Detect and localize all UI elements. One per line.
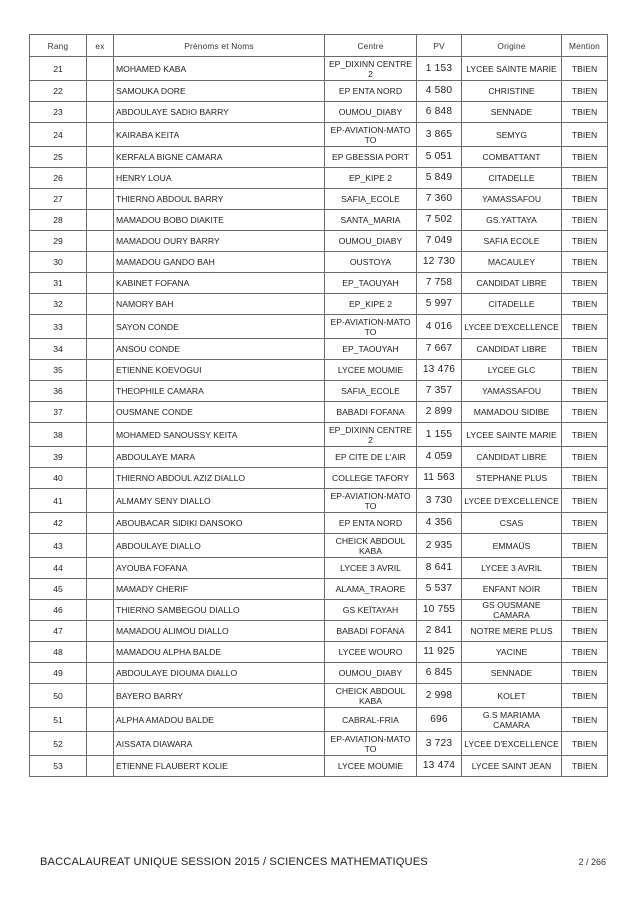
table-row [30,123,608,147]
table-row [30,210,608,231]
cell-mention: TBIEN [562,423,608,447]
cell-pv: 7 360 [417,189,462,210]
cell-mention: TBIEN [562,489,608,513]
table-row [30,102,608,123]
cell-origine: CANDIDAT LIBRE [462,339,562,360]
cell-pv: 7 758 [417,273,462,294]
cell-centre: EP-AVIATION-MATO TO [325,315,417,339]
cell-rang: 33 [30,315,87,339]
cell-ex [87,513,114,534]
cell-pv: 2 899 [417,402,462,423]
cell-origine: COMBATTANT [462,147,562,168]
cell-name: MOHAMED KABA [114,57,325,81]
cell-origine: LYCEE D'EXCELLENCE [462,315,562,339]
cell-rang: 31 [30,273,87,294]
cell-mention: TBIEN [562,81,608,102]
cell-ex [87,252,114,273]
cell-name: MAMADOU BOBO DIAKITE [114,210,325,231]
cell-mention: TBIEN [562,513,608,534]
cell-origine: CANDIDAT LIBRE [462,273,562,294]
cell-rang: 50 [30,684,87,708]
table-row [30,600,608,621]
cell-mention: TBIEN [562,147,608,168]
cell-ex [87,732,114,756]
table-row [30,534,608,558]
cell-mention: TBIEN [562,684,608,708]
table-row [30,489,608,513]
cell-ex [87,123,114,147]
cell-name: KAIRABA KEITA [114,123,325,147]
cell-centre: CHEICK ABDOUL KABA [325,684,417,708]
cell-name: SAMOUKA DORE [114,81,325,102]
cell-mention: TBIEN [562,123,608,147]
cell-mention: TBIEN [562,558,608,579]
cell-pv: 4 059 [417,447,462,468]
cell-rang: 36 [30,381,87,402]
cell-rang: 53 [30,756,87,777]
cell-centre: OUMOU_DIABY [325,102,417,123]
cell-ex [87,294,114,315]
cell-origine: CITADELLE [462,168,562,189]
cell-origine: MAMADOU SIDIBE [462,402,562,423]
cell-centre: SANTA_MARIA [325,210,417,231]
cell-name: KERFALA BIGNE CAMARA [114,147,325,168]
cell-name: ETIENNE FLAUBERT KOLIE [114,756,325,777]
cell-origine: LYCEE SAINTE MARIE [462,57,562,81]
cell-centre: EP_KIPE 2 [325,168,417,189]
cell-centre: EP_DIXINN CENTRE 2 [325,423,417,447]
cell-ex [87,315,114,339]
cell-pv: 7 502 [417,210,462,231]
cell-pv: 6 848 [417,102,462,123]
cell-rang: 32 [30,294,87,315]
cell-name: AYOUBA FOFANA [114,558,325,579]
cell-origine: LYCEE SAINT JEAN [462,756,562,777]
cell-pv: 2 935 [417,534,462,558]
cell-pv: 3 865 [417,123,462,147]
cell-centre: LYCEE MOUMIE [325,756,417,777]
page-number: 2 / 266 [578,857,606,867]
cell-pv: 4 016 [417,315,462,339]
cell-centre: EP-AVIATION-MATO TO [325,732,417,756]
table-row [30,147,608,168]
table-row [30,339,608,360]
cell-rang: 47 [30,621,87,642]
cell-ex [87,642,114,663]
cell-name: AISSATA DIAWARA [114,732,325,756]
cell-pv: 1 153 [417,57,462,81]
cell-mention: TBIEN [562,168,608,189]
cell-centre: EP_DIXINN CENTRE 2 [325,57,417,81]
cell-origine: LYCEE GLC [462,360,562,381]
table-row [30,684,608,708]
cell-origine: LYCEE SAINTE MARIE [462,423,562,447]
table-row [30,231,608,252]
cell-rang: 24 [30,123,87,147]
cell-origine: STEPHANE PLUS [462,468,562,489]
table-row [30,621,608,642]
table-row [30,189,608,210]
cell-origine: NOTRE MERE PLUS [462,621,562,642]
header-pv: PV [417,35,462,57]
cell-mention: TBIEN [562,273,608,294]
cell-centre: ALAMA_TRAORE [325,579,417,600]
cell-mention: TBIEN [562,534,608,558]
table-row [30,273,608,294]
cell-mention: TBIEN [562,468,608,489]
cell-ex [87,423,114,447]
cell-pv: 8 641 [417,558,462,579]
cell-pv: 7 667 [417,339,462,360]
cell-ex [87,402,114,423]
cell-rang: 48 [30,642,87,663]
table-body [30,57,608,777]
cell-rang: 34 [30,339,87,360]
cell-name: THIERNO SAMBEGOU DIALLO [114,600,325,621]
cell-mention: TBIEN [562,642,608,663]
cell-name: ABDOULAYE SADIO BARRY [114,102,325,123]
cell-rang: 41 [30,489,87,513]
cell-centre: EP ENTA NORD [325,81,417,102]
header-name: Prénoms et Noms [114,35,325,57]
cell-pv: 7 357 [417,381,462,402]
cell-origine: GS OUSMANE CAMARA [462,600,562,621]
cell-name: MAMADOU OURY BARRY [114,231,325,252]
cell-ex [87,447,114,468]
header-row [30,35,608,57]
cell-origine: CSAS [462,513,562,534]
cell-ex [87,189,114,210]
cell-mention: TBIEN [562,339,608,360]
cell-name: ABOUBACAR SIDIKI DANSOKO [114,513,325,534]
cell-centre: LYCEE MOUMIE [325,360,417,381]
cell-pv: 5 997 [417,294,462,315]
cell-name: ANSOU CONDE [114,339,325,360]
cell-origine: YAMASSAFOU [462,381,562,402]
cell-rang: 49 [30,663,87,684]
cell-origine: LYCEE D'EXCELLENCE [462,489,562,513]
cell-ex [87,81,114,102]
cell-ex [87,339,114,360]
cell-ex [87,381,114,402]
cell-ex [87,210,114,231]
cell-mention: TBIEN [562,252,608,273]
cell-pv: 10 755 [417,600,462,621]
cell-pv: 2 841 [417,621,462,642]
cell-name: MAMADY CHERIF [114,579,325,600]
cell-centre: GS KEÏTAYAH [325,600,417,621]
cell-origine: SENNADE [462,102,562,123]
cell-ex [87,468,114,489]
cell-pv: 5 849 [417,168,462,189]
table-row [30,513,608,534]
cell-centre: EP-AVIATION-MATO TO [325,123,417,147]
cell-centre: BABADI FOFANA [325,621,417,642]
cell-ex [87,534,114,558]
cell-pv: 11 563 [417,468,462,489]
table-row [30,663,608,684]
cell-rang: 27 [30,189,87,210]
cell-mention: TBIEN [562,294,608,315]
table-row [30,558,608,579]
cell-ex [87,558,114,579]
cell-rang: 25 [30,147,87,168]
table-row [30,168,608,189]
cell-ex [87,600,114,621]
cell-origine: ENFANT NOIR [462,579,562,600]
cell-ex [87,57,114,81]
table-row [30,252,608,273]
cell-mention: TBIEN [562,621,608,642]
cell-pv: 4 580 [417,81,462,102]
cell-pv: 13 474 [417,756,462,777]
table-row [30,402,608,423]
cell-rang: 30 [30,252,87,273]
cell-centre: EP ENTA NORD [325,513,417,534]
cell-name: MAMADOU ALIMOU DIALLO [114,621,325,642]
header-centre: Centre [325,35,417,57]
cell-centre: EP_KIPE 2 [325,294,417,315]
cell-mention: TBIEN [562,447,608,468]
cell-centre: EP_TAOUYAH [325,273,417,294]
cell-centre: EP_TAOUYAH [325,339,417,360]
cell-mention: TBIEN [562,756,608,777]
table-row [30,732,608,756]
cell-origine: CHRISTINE [462,81,562,102]
cell-mention: TBIEN [562,189,608,210]
cell-pv: 3 730 [417,489,462,513]
cell-ex [87,663,114,684]
table-row [30,360,608,381]
cell-name: ABDOULAYE DIOUMA DIALLO [114,663,325,684]
cell-name: THIERNO ABDOUL AZIZ DIALLO [114,468,325,489]
cell-centre: CABRAL-FRIA [325,708,417,732]
cell-centre: EP-AVIATION-MATO TO [325,489,417,513]
cell-rang: 29 [30,231,87,252]
cell-rang: 43 [30,534,87,558]
cell-origine: SEMYG [462,123,562,147]
table-row [30,423,608,447]
header-origine: Origine [462,35,562,57]
cell-centre: EP GBESSIA PORT [325,147,417,168]
cell-rang: 46 [30,600,87,621]
cell-origine: YAMASSAFOU [462,189,562,210]
cell-mention: TBIEN [562,381,608,402]
cell-pv: 13 476 [417,360,462,381]
cell-mention: TBIEN [562,102,608,123]
cell-rang: 28 [30,210,87,231]
cell-ex [87,273,114,294]
cell-origine: LYCEE D'EXCELLENCE [462,732,562,756]
cell-ex [87,231,114,252]
header-rang: Rang [30,35,87,57]
cell-mention: TBIEN [562,315,608,339]
cell-rang: 45 [30,579,87,600]
cell-centre: SAFIA_ECOLE [325,381,417,402]
cell-pv: 3 723 [417,732,462,756]
table-row [30,756,608,777]
cell-rang: 51 [30,708,87,732]
cell-pv: 696 [417,708,462,732]
cell-ex [87,621,114,642]
cell-rang: 26 [30,168,87,189]
cell-name: MOHAMED SANOUSSY KEITA [114,423,325,447]
cell-ex [87,147,114,168]
cell-ex [87,579,114,600]
cell-origine: CANDIDAT LIBRE [462,447,562,468]
cell-name: ETIENNE KOEVOGUI [114,360,325,381]
cell-rang: 40 [30,468,87,489]
cell-mention: TBIEN [562,708,608,732]
cell-centre: OUMOU_DIABY [325,663,417,684]
cell-rang: 52 [30,732,87,756]
cell-centre: OUMOU_DIABY [325,231,417,252]
cell-name: NAMORY BAH [114,294,325,315]
cell-centre: LYCEE WOURO [325,642,417,663]
cell-mention: TBIEN [562,402,608,423]
cell-pv: 12 730 [417,252,462,273]
header-ex: ex [87,35,114,57]
cell-ex [87,756,114,777]
cell-centre: EP CITE DE L'AIR [325,447,417,468]
header-mention: Mention [562,35,608,57]
cell-ex [87,684,114,708]
cell-centre: CHEICK ABDOUL KABA [325,534,417,558]
cell-rang: 39 [30,447,87,468]
cell-name: ABDOULAYE MARA [114,447,325,468]
footer-title: BACCALAUREAT UNIQUE SESSION 2015 / SCIENCES MATHEMATIQUES [40,856,428,868]
cell-pv: 1 155 [417,423,462,447]
cell-centre: COLLEGE TAFORY [325,468,417,489]
cell-mention: TBIEN [562,231,608,252]
cell-centre: OUSTOYA [325,252,417,273]
cell-centre: SAFIA_ECOLE [325,189,417,210]
cell-pv: 11 925 [417,642,462,663]
cell-origine: MACAULEY [462,252,562,273]
cell-ex [87,708,114,732]
cell-rang: 44 [30,558,87,579]
table-row [30,468,608,489]
cell-name: MAMADOU GANDO BAH [114,252,325,273]
table-row [30,57,608,81]
cell-mention: TBIEN [562,210,608,231]
cell-mention: TBIEN [562,579,608,600]
cell-ex [87,168,114,189]
cell-ex [87,360,114,381]
cell-pv: 4 356 [417,513,462,534]
table-row [30,579,608,600]
cell-pv: 5 051 [417,147,462,168]
cell-name: OUSMANE CONDE [114,402,325,423]
table-row [30,294,608,315]
cell-name: KABINET FOFANA [114,273,325,294]
cell-name: THEOPHILE CAMARA [114,381,325,402]
cell-rang: 23 [30,102,87,123]
cell-rang: 38 [30,423,87,447]
table-row [30,642,608,663]
cell-origine: SENNADE [462,663,562,684]
cell-centre: BABADI FOFANA [325,402,417,423]
cell-ex [87,489,114,513]
cell-centre: LYCEE 3 AVRIL [325,558,417,579]
table-row [30,447,608,468]
table-row [30,81,608,102]
cell-origine: EMMAÜS [462,534,562,558]
cell-rang: 35 [30,360,87,381]
cell-name: SAYON CONDE [114,315,325,339]
cell-mention: TBIEN [562,600,608,621]
cell-rang: 42 [30,513,87,534]
cell-mention: TBIEN [562,57,608,81]
cell-name: THIERNO ABDOUL BARRY [114,189,325,210]
cell-mention: TBIEN [562,732,608,756]
cell-name: ALPHA AMADOU BALDE [114,708,325,732]
cell-origine: KOLET [462,684,562,708]
cell-origine: SAFIA ECOLE [462,231,562,252]
cell-ex [87,102,114,123]
cell-name: ALMAMY SENY DIALLO [114,489,325,513]
cell-pv: 6 845 [417,663,462,684]
cell-mention: TBIEN [562,663,608,684]
cell-origine: LYCEE 3 AVRIL [462,558,562,579]
cell-pv: 7 049 [417,231,462,252]
cell-pv: 2 998 [417,684,462,708]
cell-origine: CITADELLE [462,294,562,315]
cell-origine: GS.YATTAYA [462,210,562,231]
cell-name: MAMADOU ALPHA BALDE [114,642,325,663]
cell-origine: YACINE [462,642,562,663]
table-row [30,708,608,732]
cell-rang: 37 [30,402,87,423]
cell-name: ABDOULAYE DIALLO [114,534,325,558]
cell-origine: G.S MARIAMA CAMARA [462,708,562,732]
cell-name: BAYERO BARRY [114,684,325,708]
cell-rang: 21 [30,57,87,81]
table-row [30,381,608,402]
cell-rang: 22 [30,81,87,102]
results-table [29,34,608,777]
cell-mention: TBIEN [562,360,608,381]
table-row [30,315,608,339]
cell-pv: 5 537 [417,579,462,600]
cell-name: HENRY LOUA [114,168,325,189]
